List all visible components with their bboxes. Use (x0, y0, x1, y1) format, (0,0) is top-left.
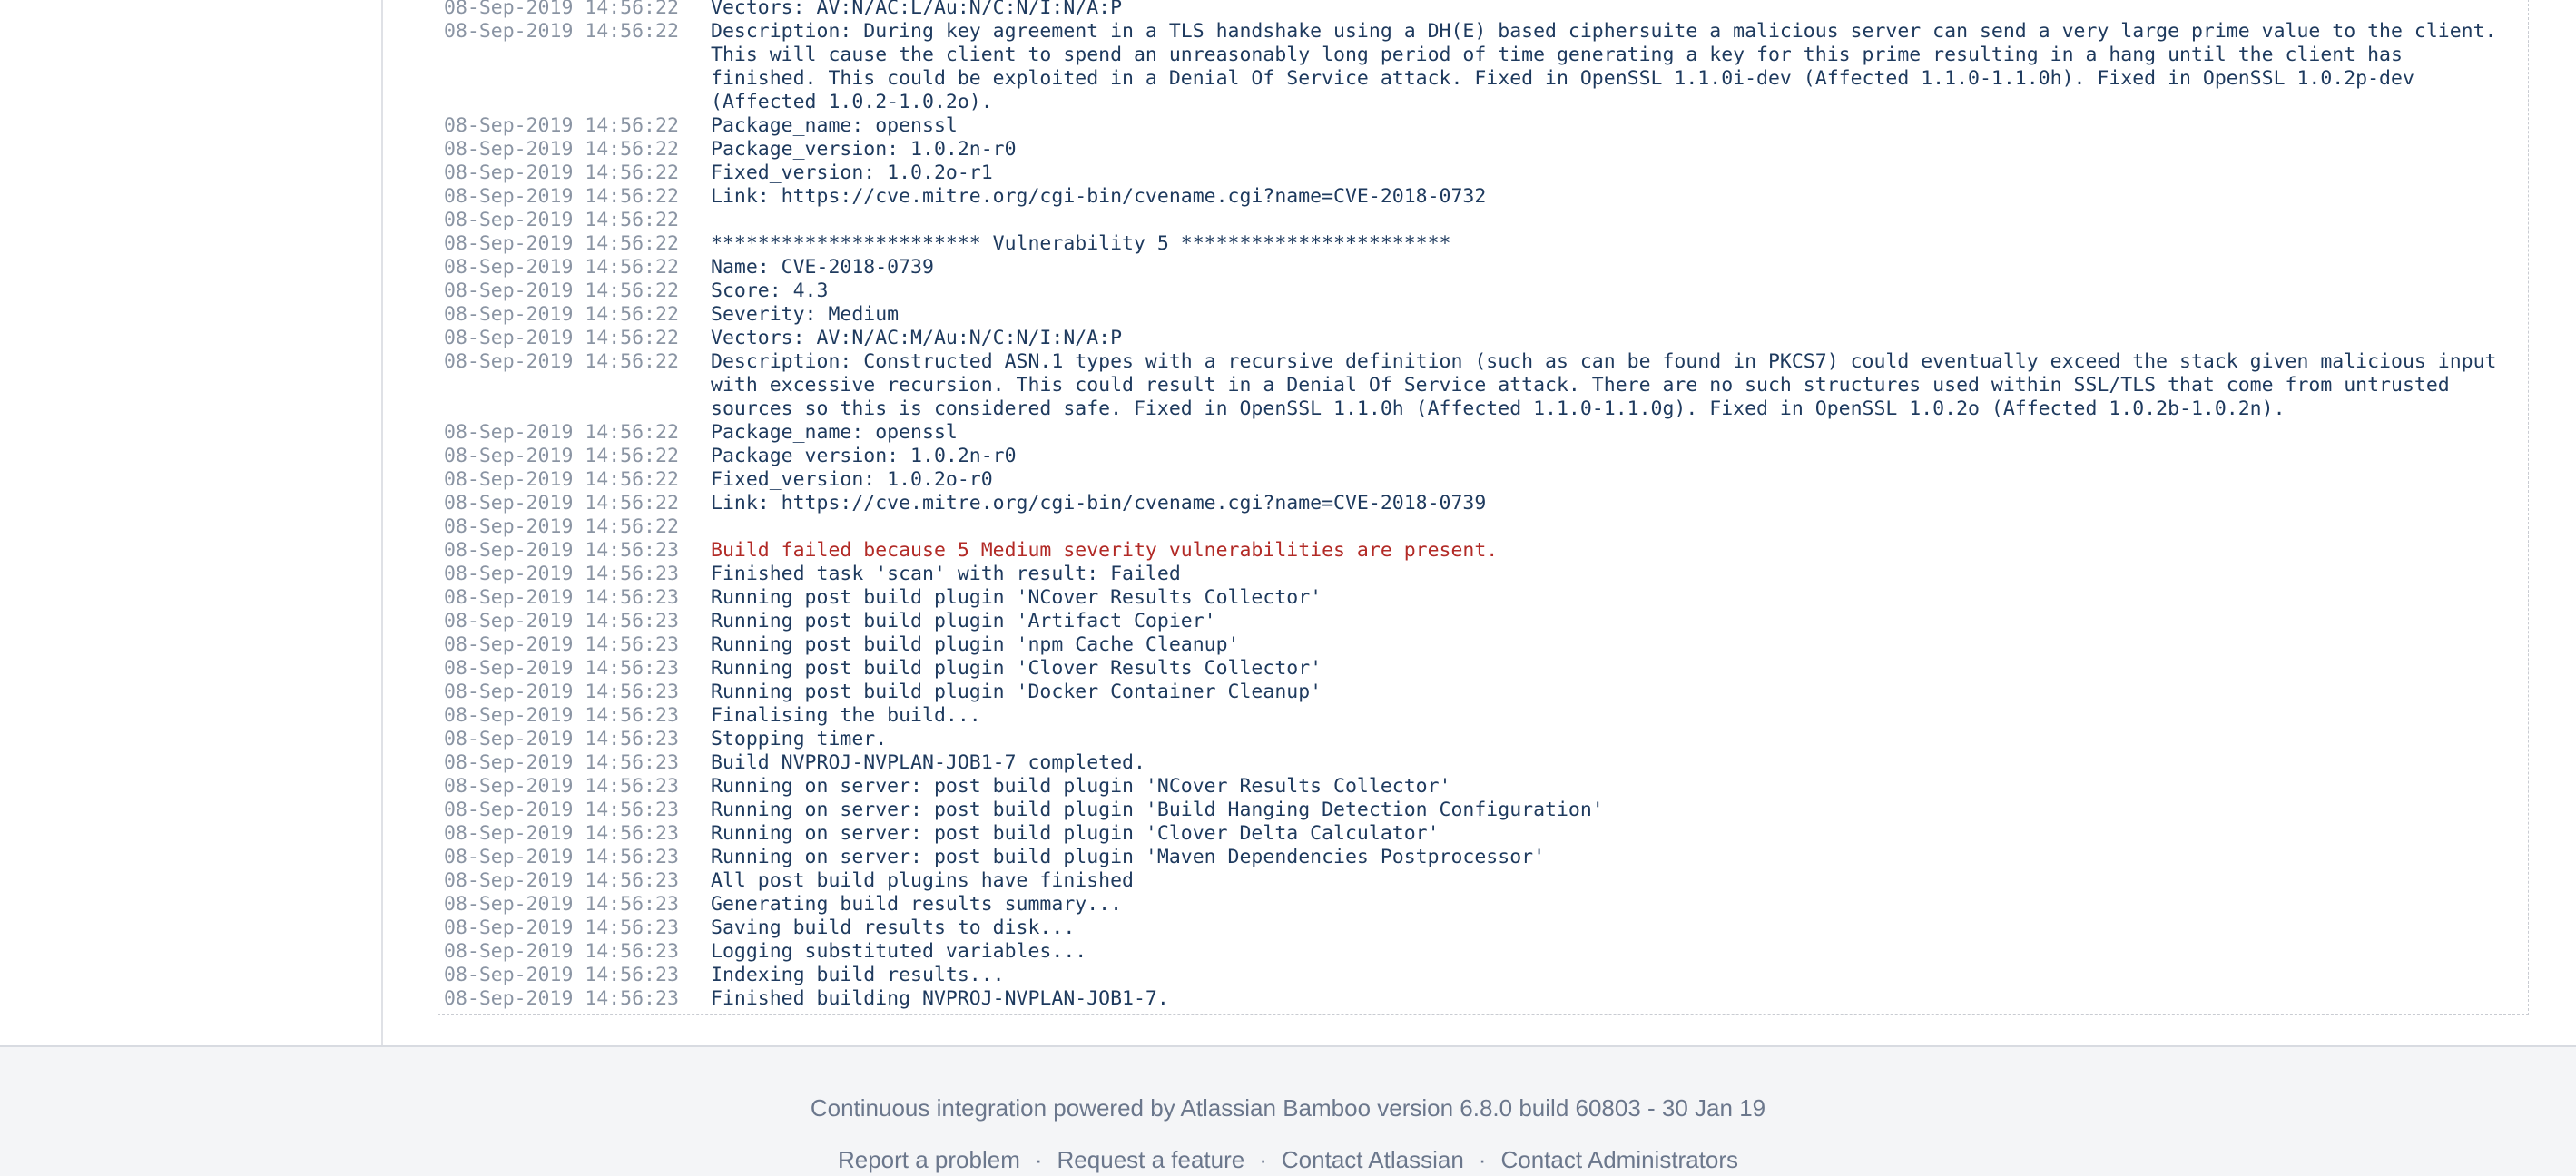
log-timestamp (438, 67, 711, 91)
log-timestamp: 08-Sep-2019 14:56:23 (444, 940, 679, 963)
log-message: Running on server: post build plugin 'Build Hanging Detection Configuration' (711, 799, 1604, 821)
log-timestamp: 08-Sep-2019 14:56:23 (444, 563, 679, 585)
log-timestamp: 08-Sep-2019 14:56:22 (444, 232, 679, 255)
log-timestamp: 08-Sep-2019 14:56:22 (444, 256, 679, 279)
log-message: Running post build plugin 'Docker Container Cleanup' (711, 681, 1322, 703)
log-row (438, 633, 2528, 657)
log-timestamp: 08-Sep-2019 14:56:23 (444, 846, 679, 868)
log-message: Finished task 'scan' with result: Failed (711, 563, 1181, 585)
log-row (438, 586, 2528, 610)
log-message: Package_name: openssl (711, 421, 958, 444)
log-message: Running post build plugin 'npm Cache Cleanup' (711, 633, 1240, 656)
log-message: Finished building NVPROJ-NVPLAN-JOB1-7. (711, 987, 1169, 1010)
log-message: Description: Constructed ASN.1 types with a recursive definition (such as can be found in PKCS7) could eventually exceed the stack given malicious input (711, 350, 2497, 373)
log-timestamp: 08-Sep-2019 14:56:23 (444, 775, 679, 798)
log-timestamp: 08-Sep-2019 14:56:22 (444, 492, 679, 514)
log-message: Name: CVE-2018-0739 (711, 256, 934, 279)
log-row (438, 114, 2528, 138)
log-message: sources so this is considered safe. Fixed in OpenSSL 1.1.0h (Affected 1.1.0-1.1.0g). Fixed in OpenSSL 1.0.2o (Affected 1.0.2b-1.0.2n). (711, 397, 2286, 420)
log-message: Running on server: post build plugin 'Clover Delta Calculator' (711, 822, 1440, 845)
log-row (438, 916, 2528, 940)
log-message: Saving build results to disk... (711, 916, 1076, 939)
log-row (438, 303, 2528, 327)
log-timestamp: 08-Sep-2019 14:56:22 (444, 421, 679, 444)
log-message: Vectors: AV:N/AC:L/Au:N/C:N/I:N/A:P (711, 0, 1123, 19)
log-timestamp: 08-Sep-2019 14:56:23 (444, 728, 679, 750)
log-row (438, 67, 2528, 91)
log-timestamp: 08-Sep-2019 14:56:22 (444, 185, 679, 208)
log-row (438, 162, 2528, 185)
log-timestamp: 08-Sep-2019 14:56:22 (444, 209, 679, 231)
footer (0, 1045, 2576, 1176)
log-timestamp: 08-Sep-2019 14:56:22 (444, 279, 679, 302)
log-row (438, 279, 2528, 303)
log-row (438, 492, 2528, 515)
log-message: Score: 4.3 (711, 279, 829, 302)
log-row (438, 964, 2528, 987)
panel-divider (381, 0, 383, 1045)
log-message: Running on server: post build plugin 'Maven Dependencies Postprocessor' (711, 846, 1546, 868)
contact-atlassian-link[interactable]: Contact Atlassian (1281, 1146, 1464, 1173)
log-row (438, 256, 2528, 279)
log-timestamp: 08-Sep-2019 14:56:23 (444, 869, 679, 892)
log-timestamp: 08-Sep-2019 14:56:22 (444, 20, 679, 43)
log-message: Build failed because 5 Medium severity vulnerabilities are present. (711, 539, 1499, 562)
footer-links (0, 1146, 2576, 1174)
log-timestamp: 08-Sep-2019 14:56:23 (444, 799, 679, 821)
log-message: Package_version: 1.0.2n-r0 (711, 138, 1017, 161)
log-message: Link: https://cve.mitre.org/cgi-bin/cvename.cgi?name=CVE-2018-0732 (711, 185, 1487, 208)
log-timestamp: 08-Sep-2019 14:56:23 (444, 633, 679, 656)
build-log (438, 0, 2529, 1015)
log-timestamp: 08-Sep-2019 14:56:22 (444, 162, 679, 184)
log-row (438, 44, 2528, 67)
log-timestamp: 08-Sep-2019 14:56:23 (444, 539, 679, 562)
log-row (438, 987, 2528, 1011)
log-row (438, 822, 2528, 846)
log-timestamp: 08-Sep-2019 14:56:23 (444, 586, 679, 609)
log-timestamp: 08-Sep-2019 14:56:22 (444, 350, 679, 373)
log-row (438, 539, 2528, 563)
log-timestamp: 08-Sep-2019 14:56:22 (444, 0, 679, 19)
log-timestamp: 08-Sep-2019 14:56:23 (444, 822, 679, 845)
log-row (438, 20, 2528, 44)
log-timestamp: 08-Sep-2019 14:56:23 (444, 610, 679, 632)
log-message: Severity: Medium (711, 303, 900, 326)
log-message: Package_name: openssl (711, 114, 958, 137)
log-timestamp: 08-Sep-2019 14:56:22 (444, 303, 679, 326)
log-message: Generating build results summary... (711, 893, 1123, 916)
log-row (438, 704, 2528, 728)
log-message: Description: During key agreement in a TLS handshake using a DH(E) based ciphersuite a malicious server can send a very large prime value to the client. (711, 20, 2497, 43)
contact-administrators-link[interactable]: Contact Administrators (1500, 1146, 1739, 1173)
log-message: Link: https://cve.mitre.org/cgi-bin/cvename.cgi?name=CVE-2018-0739 (711, 492, 1487, 514)
log-row (438, 728, 2528, 751)
log-row (438, 445, 2528, 468)
log-message: Fixed_version: 1.0.2o-r0 (711, 468, 993, 491)
log-message: Running post build plugin 'Artifact Copier' (711, 610, 1216, 632)
log-message: Package_version: 1.0.2n-r0 (711, 445, 1017, 467)
log-timestamp: 08-Sep-2019 14:56:23 (444, 751, 679, 774)
log-message: finished. This could be exploited in a Denial Of Service attack. Fixed in OpenSSL 1.1.0i-dev (Affected 1.1.0-1.1.0h). Fixed in OpenSSL 1.0.2p-dev (711, 67, 2414, 90)
log-row (438, 751, 2528, 775)
log-timestamp: 08-Sep-2019 14:56:22 (444, 327, 679, 349)
log-row (438, 91, 2528, 114)
log-row (438, 327, 2528, 350)
log-row (438, 869, 2528, 893)
log-message: Running post build plugin 'NCover Results Collector' (711, 586, 1322, 609)
log-timestamp: 08-Sep-2019 14:56:23 (444, 964, 679, 986)
log-message: Logging substituted variables... (711, 940, 1087, 963)
log-message: Finalising the build... (711, 704, 981, 727)
log-row (438, 563, 2528, 586)
request-a-feature-link[interactable]: Request a feature (1057, 1146, 1245, 1173)
log-timestamp (438, 91, 711, 114)
log-row (438, 515, 2528, 539)
log-timestamp: 08-Sep-2019 14:56:23 (444, 916, 679, 939)
log-message: Build NVPROJ-NVPLAN-JOB1-7 completed. (711, 751, 1145, 774)
log-message: Stopping timer. (711, 728, 888, 750)
log-row (438, 468, 2528, 492)
log-row (438, 232, 2528, 256)
log-message: This will cause the client to spend an unreasonably long period of time generating a key for this prime resulting in a hang until the client has (711, 44, 2403, 66)
log-timestamp: 08-Sep-2019 14:56:23 (444, 893, 679, 916)
log-timestamp: 08-Sep-2019 14:56:22 (444, 468, 679, 491)
log-row (438, 421, 2528, 445)
log-message: Running on server: post build plugin 'NCover Results Collector' (711, 775, 1451, 798)
log-timestamp: 08-Sep-2019 14:56:22 (444, 114, 679, 137)
log-timestamp (438, 374, 711, 397)
log-timestamp: 08-Sep-2019 14:56:23 (444, 657, 679, 680)
log-row (438, 209, 2528, 232)
log-timestamp (438, 397, 711, 421)
log-message: Running post build plugin 'Clover Results Collector' (711, 657, 1322, 680)
footer-link-separator: · (1259, 1146, 1267, 1173)
log-row (438, 374, 2528, 397)
log-message: All post build plugins have finished (711, 869, 1134, 892)
log-message: Indexing build results... (711, 964, 1005, 986)
log-message: with excessive recursion. This could result in a Denial Of Service attack. There are no such structures used within SSL/TLS that come from untrusted (711, 374, 2450, 397)
log-message: Vectors: AV:N/AC:M/Au:N/C:N/I:N/A:P (711, 327, 1123, 349)
log-row (438, 657, 2528, 681)
log-message: *********************** Vulnerability 5 *********************** (711, 232, 1451, 255)
log-timestamp (438, 44, 711, 67)
log-row (438, 350, 2528, 374)
footer-link-separator: · (1034, 1146, 1043, 1173)
log-row (438, 799, 2528, 822)
log-timestamp: 08-Sep-2019 14:56:23 (444, 987, 679, 1010)
log-row (438, 893, 2528, 916)
log-row (438, 397, 2528, 421)
log-timestamp: 08-Sep-2019 14:56:22 (444, 138, 679, 161)
log-timestamp: 08-Sep-2019 14:56:23 (444, 704, 679, 727)
log-message: Fixed_version: 1.0.2o-r1 (711, 162, 993, 184)
log-timestamp: 08-Sep-2019 14:56:23 (444, 681, 679, 703)
log-row (438, 775, 2528, 799)
log-row (438, 940, 2528, 964)
log-timestamp: 08-Sep-2019 14:56:22 (444, 515, 679, 538)
log-row (438, 846, 2528, 869)
report-a-problem-link[interactable]: Report a problem (837, 1146, 1020, 1173)
log-row (438, 0, 2528, 20)
powered-by-text: Continuous integration powered by Atlassian Bamboo version 6.8.0 build 60803 - 30 Jan 19 (810, 1094, 1766, 1122)
log-row (438, 138, 2528, 162)
log-message: (Affected 1.0.2-1.0.2o). (711, 91, 993, 113)
log-timestamp: 08-Sep-2019 14:56:22 (444, 445, 679, 467)
log-row (438, 610, 2528, 633)
log-row (438, 185, 2528, 209)
footer-link-separator: · (1478, 1146, 1487, 1173)
log-row (438, 681, 2528, 704)
